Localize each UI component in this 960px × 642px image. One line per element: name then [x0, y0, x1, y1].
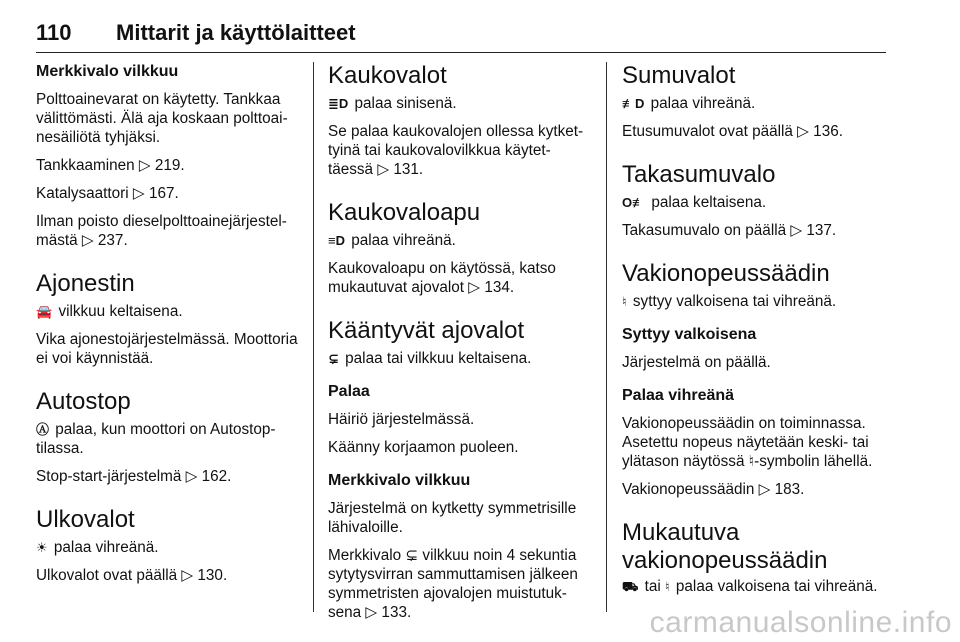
- paragraph: Kaukovaloapu on käytössä, katso mukautuvat ajovalot ▷ 134.: [328, 260, 556, 296]
- paragraph: Häiriö järjestelmässä.: [328, 411, 475, 428]
- text: palaa valkoisena tai vihreänä.: [675, 578, 878, 595]
- watermark: carmanualsonline.info: [649, 606, 952, 639]
- section-heading-cruise-control: Vakionopeussäädin: [622, 260, 830, 287]
- cross-reference: Takasumuvalo on päällä ▷ 137.: [622, 222, 837, 239]
- heading-line: vakionopeussäädin: [622, 547, 828, 574]
- paragraph: Merkkivalo ⊊ vilkkuu noin 4 sekuntia sytytysvirran sammuttamisen jälkeen symmetristen ajovalojen muistutuksena ▷ 133.: [328, 547, 578, 621]
- subheading-white: Syttyy valkoisena: [622, 326, 757, 343]
- column-divider-1: [313, 62, 314, 612]
- section-heading-adaptive-cruise: [622, 519, 884, 575]
- text: tai: [644, 578, 661, 595]
- cross-reference: Tankkaaminen ▷ 219.: [36, 157, 185, 174]
- section-heading-high-beam: Kaukovalot: [328, 62, 447, 89]
- text: palaa keltaisena.: [651, 194, 767, 211]
- paragraph: [328, 94, 590, 113]
- section-heading-adaptive-lights: Kääntyvät ajovalot: [328, 317, 525, 344]
- page-title: Mittarit ja käyttölaitteet: [116, 20, 356, 45]
- paragraph: [622, 577, 884, 596]
- exterior-lights-icon: ☀: [36, 540, 48, 555]
- fog-light-icon: ≢D: [622, 96, 645, 111]
- text: palaa vihreänä.: [650, 95, 756, 112]
- paragraph: [328, 231, 590, 250]
- page-header: [36, 18, 886, 53]
- rear-fog-light-icon: O≢: [622, 195, 646, 210]
- paragraph: [622, 94, 884, 113]
- paragraph: Se palaa kaukovalojen ollessa kytkettyinä tai kaukovalovilkkua käytettäessä ▷ 131.: [328, 123, 584, 178]
- paragraph: [36, 538, 298, 557]
- cross-reference: Vakionopeussäädin ▷ 183.: [622, 481, 805, 498]
- high-beam-assist-icon: ≡D: [328, 233, 345, 248]
- cross-reference: Stop-start-järjestelmä ▷ 162.: [36, 468, 232, 485]
- adaptive-lights-icon: ⊊: [328, 351, 339, 366]
- text: palaa vihreänä.: [351, 232, 456, 249]
- paragraph: Vakionopeussäädin on toiminnassa. Asetettu nopeus näytetään keski- tai ylätason näytössä ♮-symbolin lähellä.: [622, 415, 873, 470]
- section-heading-rear-fog: Takasumuvalo: [622, 161, 776, 188]
- paragraph: [622, 193, 884, 212]
- paragraph: [328, 349, 590, 368]
- paragraph: Polttoainevarat on käytetty. Tankkaa välittömästi. Älä aja koskaan polttoainesäiliötä tyhjäksi.: [36, 91, 288, 146]
- paragraph: [36, 420, 298, 458]
- autostop-icon: Ⓐ: [36, 422, 50, 437]
- section-heading-exterior-lights: Ulkovalot: [36, 506, 135, 533]
- cross-reference: Ulkovalot ovat päällä ▷ 130.: [36, 567, 228, 584]
- cross-reference: Katalysaattori ▷ 167.: [36, 185, 179, 202]
- heading-line: Mukautuva: [622, 519, 740, 546]
- paragraph: [36, 302, 298, 321]
- cross-reference: Etusumuvalot ovat päällä ▷ 136.: [622, 123, 843, 140]
- cruise-control-icon: ♮: [665, 579, 670, 594]
- section-heading-immobiliser: Ajonestin: [36, 270, 135, 297]
- text: palaa sinisenä.: [354, 95, 457, 112]
- high-beam-icon: ≣D: [328, 96, 349, 111]
- paragraph: [622, 292, 884, 311]
- cross-reference: Ilman poisto dieselpolttoainejärjestelmästä ▷ 237.: [36, 213, 287, 249]
- section-heading-fuel: Merkkivalo vilkkuu: [36, 63, 179, 80]
- section-heading-high-beam-assist: Kaukovaloapu: [328, 199, 481, 226]
- column-2: [328, 62, 590, 631]
- section-heading-autostop: Autostop: [36, 388, 131, 415]
- page-number: 110: [36, 20, 72, 45]
- column-divider-2: [606, 62, 607, 612]
- immobiliser-icon: 🚘: [36, 304, 53, 319]
- column-1: [36, 62, 298, 594]
- subheading-green: Palaa vihreänä: [622, 387, 735, 404]
- text: syttyy valkoisena tai vihreänä.: [632, 293, 837, 310]
- subheading-lit: Palaa: [328, 383, 370, 400]
- text: palaa, kun moottori on Autostop-tilassa.: [36, 421, 276, 457]
- text: vilkkuu keltaisena.: [58, 303, 183, 320]
- text: palaa tai vilkkuu keltaisena.: [345, 350, 532, 367]
- paragraph: Järjestelmä on kytketty symmetrisille lähivaloille.: [328, 500, 577, 536]
- paragraph: Järjestelmä on päällä.: [622, 354, 771, 371]
- subheading-flashing: Merkkivalo vilkkuu: [328, 472, 471, 489]
- adaptive-cruise-icon: ⛟: [622, 579, 639, 594]
- paragraph: Vika ajonestojärjestelmässä. Moottoria ei voi käynnistää.: [36, 331, 298, 367]
- cruise-control-icon: ♮: [622, 294, 627, 309]
- paragraph: Käänny korjaamon puoleen.: [328, 439, 519, 456]
- section-heading-fog-lights: Sumuvalot: [622, 62, 736, 89]
- column-3: [622, 62, 884, 605]
- text: palaa vihreänä.: [53, 539, 159, 556]
